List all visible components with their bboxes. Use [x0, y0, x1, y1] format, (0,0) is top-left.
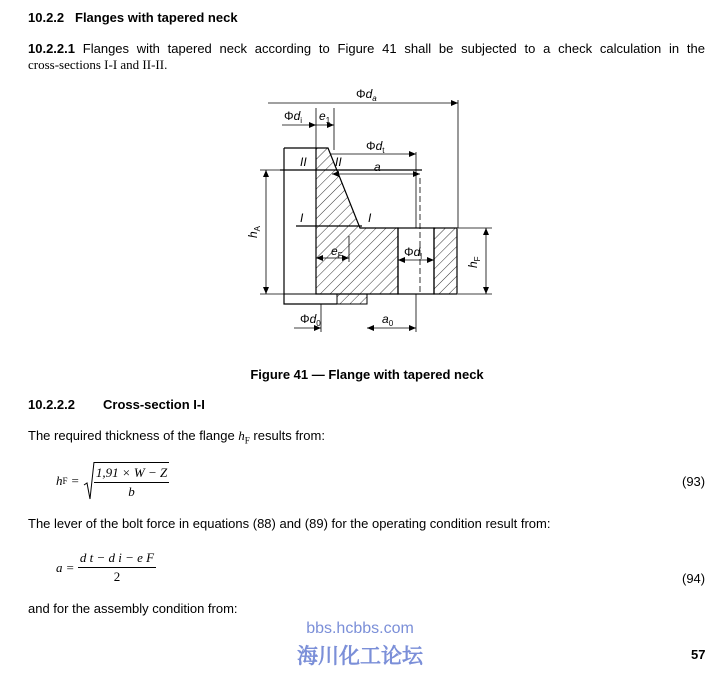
- svg-text:Φda: $\Phi d_a$: [356, 87, 377, 103]
- page-number: 57: [691, 647, 706, 662]
- watermark-title: 海川化工论坛: [297, 645, 423, 668]
- lever-text: The lever of the bolt force in equations (88) and (89) for the operating condition result from:: [28, 516, 551, 531]
- svg-text:e1: $e_1$: [319, 109, 331, 125]
- subsection-heading: 10.2.2.2 Cross-section I-I: [28, 397, 205, 412]
- svg-text:a: a: [374, 160, 381, 174]
- equation-94-number: (94): [682, 571, 706, 586]
- svg-text:I: I: [300, 211, 304, 225]
- svg-text:Φdt: $\Phi d_t$: [366, 139, 385, 155]
- equation-93: h F = $\frac{1,91 \times W - Z}{b}$: [56, 461, 169, 501]
- intro-paragraph: 10.2.2.1 Flanges with tapered neck according to Figure 41 shall be subjected to a check calculation in the cross-sections I-I and II-II.: [28, 41, 705, 72]
- svg-text:Φdi: $\Phi d_i$: [284, 109, 303, 125]
- thickness-text: The required thickness of the flange $h_F$ results from:: [28, 428, 325, 446]
- svg-text:II: II: [335, 155, 342, 169]
- section-heading: 10.2.2 Flanges with tapered neck: [28, 10, 238, 25]
- svg-text:eF: $e_F$: [331, 244, 343, 260]
- assembly-text: and for the assembly condition from:: [28, 601, 238, 616]
- svg-text:I: I: [368, 211, 372, 225]
- svg-text:a0: $a_0$: [382, 312, 394, 328]
- svg-text:hF: $h_F$: [466, 256, 482, 268]
- figure-caption: Figure 41 — Flange with tapered neck: [250, 367, 484, 382]
- watermark-url: bbs.hcbbs.com: [306, 620, 414, 637]
- svg-text:Φdl: $\Phi d_l$: [404, 245, 423, 261]
- svg-text:II: II: [300, 155, 307, 169]
- equation-94: a = $\frac{\text{d t − d i − e F}}{2}$: [56, 550, 155, 584]
- equation-93-number: (93): [682, 474, 706, 489]
- flange-outer-ring: [434, 228, 457, 294]
- svg-text:hA: $h_A$: [246, 225, 262, 238]
- gasket: [337, 294, 367, 304]
- svg-text:Φd0: $\Phi d_0$: [300, 312, 321, 328]
